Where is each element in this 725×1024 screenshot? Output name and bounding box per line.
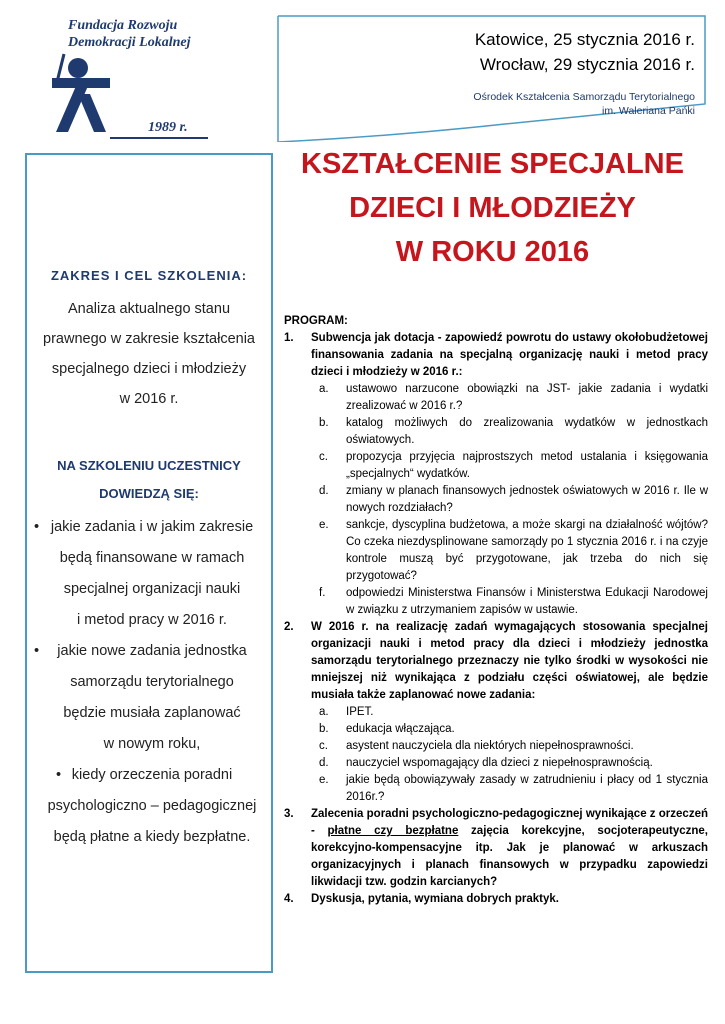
- program-item-text-part: zajęcia korekcyjne, socjoterapeutyczne, korekcyjno-kompensacyjne itp. Jak je planować w arkuszach organizacyjnych i planach finansowych w przypadku zapowiedzi likwidacji tzw. godzin karcianych?: [311, 825, 708, 888]
- scope-line: prawnego w zakresie kształcenia: [43, 331, 255, 347]
- subitem-letter: e.: [319, 519, 329, 531]
- program-subitem: [284, 415, 708, 449]
- program-subitem: [284, 704, 708, 721]
- header-place-katowice: Katowice, 25 stycznia 2016 r.: [474, 30, 695, 49]
- program-subitem: [284, 449, 708, 483]
- program-subitem: [284, 721, 708, 738]
- bullet-icon: •: [34, 519, 40, 535]
- program-item: [284, 330, 708, 381]
- program-subitem: [284, 483, 708, 517]
- program-item-underlined: płatne czy bezpłatne: [327, 825, 459, 837]
- program-item-text: Dyskusja, pytania, wymiana dobrych praktyk.: [311, 893, 559, 905]
- program-item-number: 3.: [284, 808, 294, 820]
- logo-rule: [110, 137, 208, 139]
- program-heading: PROGRAM:: [284, 315, 348, 327]
- subitem-text: ustawowo narzucone obowiązki na JST- jakie zadania i wydatki zrealizować w 2016 r.?: [346, 383, 708, 412]
- bullet-line: jakie zadania i w jakim zakresie: [50, 519, 254, 535]
- learn-heading-line-2: DOWIEDZĄ SIĘ:: [99, 486, 199, 501]
- logo-figure-icon: [50, 50, 112, 134]
- program-item-number: 1.: [284, 332, 294, 344]
- header-org-name: Ośrodek Kształcenia Samorządu Terytorialnego: [473, 91, 695, 103]
- logo-text: [68, 17, 191, 51]
- bullet-icon: •: [34, 643, 40, 659]
- scope-line: Analiza aktualnego stanu: [67, 301, 231, 317]
- bullet-line: w nowym roku,: [103, 736, 201, 752]
- subitem-text: zmiany w planach finansowych jednostek oświatowych w 2016 r. Ile w nowych rozdziałach?: [346, 485, 708, 514]
- logo-year: 1989 r.: [148, 120, 188, 135]
- program-item-number: 4.: [284, 893, 294, 905]
- page-title: [290, 142, 695, 274]
- program-item-text-part: Zalecenia poradni psychologiczno-pedagogicznej wynikające z orzeczeń -: [311, 808, 708, 837]
- sidebar-bullet-list: [34, 512, 270, 853]
- program-section: [284, 313, 708, 908]
- bullet-line: specjalnej organizacji nauki: [63, 581, 241, 597]
- program-subitem: [284, 738, 708, 755]
- list-item: [34, 760, 270, 853]
- subitem-letter: c.: [319, 740, 328, 752]
- program-item: [284, 619, 708, 704]
- program-subitem: [284, 585, 708, 619]
- scope-line: specjalnego dzieci i młodzieży: [51, 361, 247, 377]
- title-line-1: KSZTAŁCENIE SPECJALNE: [301, 148, 684, 180]
- title-line-2: DZIECI I MŁODZIEŻY: [349, 192, 636, 224]
- program-subitem: [284, 772, 708, 806]
- bullet-line: będą płatne a kiedy bezpłatne.: [53, 829, 251, 845]
- program-subitem: [284, 517, 708, 585]
- subitem-letter: e.: [319, 774, 329, 786]
- bullet-icon: •: [56, 767, 62, 783]
- subitem-text: odpowiedzi Ministerstwa Finansów i Ministerstwa Edukacji Narodowej w związku z utrzymaniem zapisów w ustawie.: [346, 587, 708, 616]
- sidebar-heading-learn: [27, 452, 271, 508]
- title-line-3: W ROKU 2016: [395, 236, 590, 268]
- subitem-text: asystent nauczyciela dla niektórych niepełnosprawności.: [346, 740, 634, 752]
- subitem-letter: f.: [319, 587, 326, 599]
- program-subitem: [284, 381, 708, 415]
- subitem-text: propozycja przyjęcia najprostszych metod ustalania i księgowania „specjalnych“ wydatków.: [346, 451, 708, 480]
- subitem-text: edukacja włączająca.: [346, 723, 455, 735]
- subitem-text: IPET.: [346, 706, 374, 718]
- program-item-number: 2.: [284, 621, 294, 633]
- bullet-line: samorządu terytorialnego: [70, 674, 234, 690]
- learn-heading-line-1: NA SZKOLENIU UCZESTNICY: [57, 458, 241, 473]
- subitem-text: jakie będą obowiązywały zasady w zatrudnieniu i płacy od 1 stycznia 2016r.?: [346, 774, 708, 803]
- bullet-line: jakie nowe zadania jednostka: [57, 643, 247, 659]
- bullet-line: psychologiczno – pedagogicznej: [47, 798, 257, 814]
- subitem-letter: c.: [319, 451, 328, 463]
- subitem-text: nauczyciel wspomagający dla dzieci z niepełnosprawnością.: [346, 757, 653, 769]
- header-place-wroclaw: Wrocław, 29 stycznia 2016 r.: [479, 55, 695, 74]
- program-item: [284, 891, 708, 908]
- subitem-letter: a.: [319, 706, 329, 718]
- bullet-line: będzie musiała zaplanować: [63, 705, 241, 721]
- header-org-patron: im. Waleriana Pańki: [602, 105, 695, 117]
- subitem-letter: b.: [319, 417, 329, 429]
- bullet-line: kiedy orzeczenia poradni: [71, 767, 233, 783]
- list-item: [34, 636, 270, 760]
- subitem-letter: d.: [319, 757, 329, 769]
- logo-line-1: Fundacja Rozwoju: [68, 18, 178, 33]
- program-item-text: Subwencja jak dotacja - zapowiedź powrotu do ustawy okołobudżetowej finansowania zadania na specjalną organizację nauki i metod pracy dzieci i młodzieży w 2016 r.:: [311, 332, 708, 378]
- subitem-text: katalog możliwych do zrealizowania wydatków w jednostkach oświatowych.: [346, 417, 708, 446]
- program-item-text: [311, 808, 708, 888]
- subitem-text: sankcje, dyscyplina budżetowa, a może skargi na działalność wójtów? Co czeka niezdysplinowane samorządy po 1 stycznia 2016 r. i na czyje kontrole muszą być przygotowane, jak trzeba do nich się przygotować?: [346, 519, 708, 582]
- list-item: [34, 512, 270, 636]
- logo-line-2: Demokracji Lokalnej: [68, 35, 191, 50]
- subitem-letter: a.: [319, 383, 329, 395]
- scope-line: w 2016 r.: [119, 391, 179, 407]
- subitem-letter: b.: [319, 723, 329, 735]
- bullet-line: i metod pracy w 2016 r.: [77, 612, 227, 628]
- program-subitem: [284, 755, 708, 772]
- sidebar-scope-text: [27, 294, 271, 414]
- subitem-letter: d.: [319, 485, 329, 497]
- bullet-line: będą finansowane w ramach: [59, 550, 245, 566]
- program-item-text: W 2016 r. na realizację zadań wymagających stosowania specjalnej organizacji nauki i metod pracy dla dzieci i młodzieży jednostka samorządu terytorialnego przeznaczy nie tylko środki w wysokości nie mniejszej niż wynikająca z podziału części oświatowej, ale będzie musiała także zaplanować nowe zadania:: [311, 621, 708, 701]
- program-item: [284, 806, 708, 891]
- sidebar-heading-scope: ZAKRES I CEL SZKOLENIA:: [50, 268, 248, 283]
